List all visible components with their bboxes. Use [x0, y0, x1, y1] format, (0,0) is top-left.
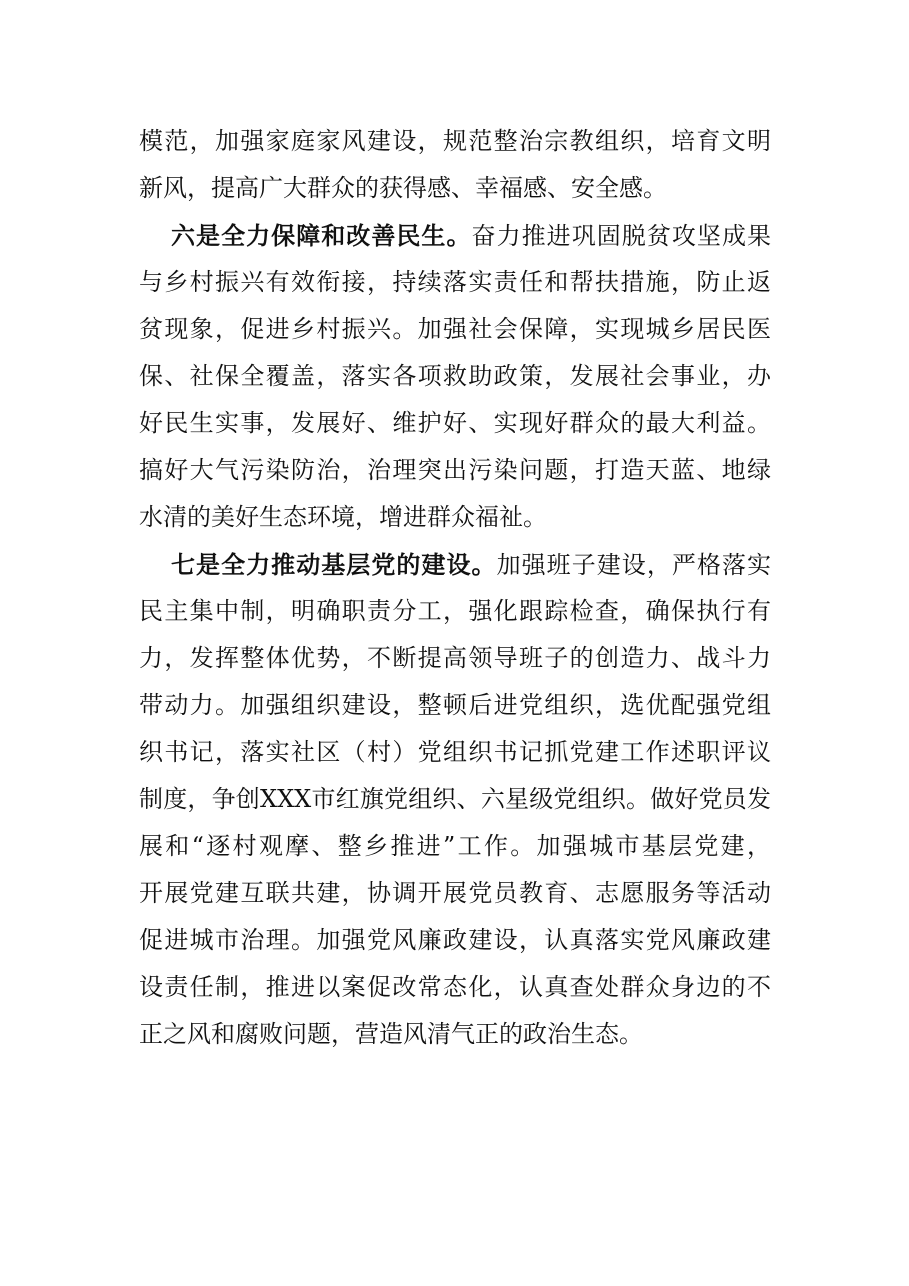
section-heading-seven: 七是全力推动基层党的建设。: [171, 550, 497, 579]
text-line: 搞好大气污染防治，治理突出污染问题，打造天蓝、地绿: [139, 456, 771, 484]
text-line-rest: 加强班子建设，严格落实: [496, 551, 772, 579]
text-line: 带动力。加强组织建设，整顿后进党组织，选优配强党组: [139, 691, 771, 719]
text-line: 好民生实事，发展好、维护好、实现好群众的最大利益。: [139, 409, 771, 437]
text-line: 正之风和腐败问题，营造风清气正的政治生态。: [139, 1020, 643, 1048]
text-line-rest: 奋力推进巩固脱贫攻坚成果: [471, 222, 772, 250]
text-line: 模范，加强家庭家风建设，规范整治宗教组织，培育文明: [139, 127, 771, 155]
text-line: 保、社保全覆盖，落实各项救助政策，发展社会事业，办: [139, 362, 771, 390]
text-line: 制度，争创XXX市红旗党组织、六星级党组织。做好党员发: [139, 785, 771, 813]
text-line: 设责任制，推进以案促改常态化，认真查处群众身边的不: [139, 973, 771, 1001]
text-line: 民主集中制，明确职责分工，强化跟踪检查，确保执行有: [139, 597, 771, 625]
text-line: 展和“逐村观摩、整乡推进”工作。加强城市基层党建，: [139, 832, 771, 860]
section-heading-six: 六是全力保障和改善民生。: [171, 221, 472, 250]
text-line: 开展党建互联共建，协调开展党员教育、志愿服务等活动: [139, 879, 771, 907]
text-line: 贫现象，促进乡村振兴。加强社会保障，实现城乡居民医: [139, 315, 771, 343]
document-body: [139, 118, 771, 1058]
text-line: 织书记，落实社区（村）党组织书记抓党建工作述职评议: [139, 738, 771, 766]
section-six-first-line: [139, 212, 771, 259]
text-line: 力，发挥整体优势，不断提高领导班子的创造力、战斗力: [139, 644, 771, 672]
text-line: 促进城市治理。加强党风廉政建设，认真落实党风廉政建: [139, 926, 771, 954]
text-line: 与乡村振兴有效衔接，持续落实责任和帮扶措施，防止返: [139, 268, 771, 296]
text-line: 新风，提高广大群众的获得感、幸福感、安全感。: [139, 174, 667, 202]
section-seven-first-line: [139, 541, 771, 588]
text-line: 水清的美好生态环境，增进群众福祉。: [139, 503, 547, 531]
